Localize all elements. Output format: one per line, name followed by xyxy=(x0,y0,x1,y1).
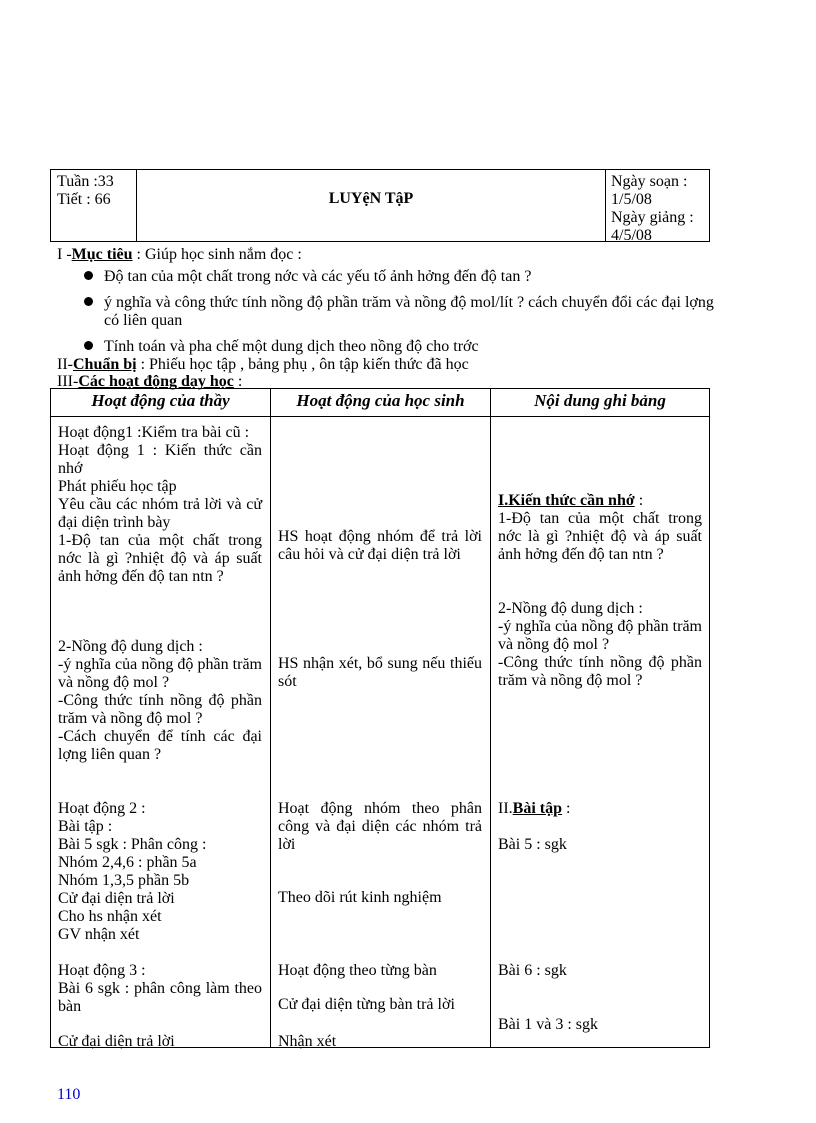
student-column xyxy=(271,389,491,1050)
teacher-line: Hoạt động 2 : xyxy=(58,800,146,817)
board-section-1-colon: : xyxy=(634,492,644,509)
objective-item: ý nghĩa và công thức tính nồng độ phần trăm và nồng độ mol/lít ? cách chuyển đổi các đại lợng có liên quan xyxy=(104,294,714,329)
activities-title: Các hoạt động dạy học xyxy=(78,373,234,390)
board-line: 1-Độ tan của một chất trong nớc là gì ?nhiệt độ và áp suất ảnh hởng đến độ tan ntn ? xyxy=(498,510,702,563)
activities-table xyxy=(50,388,710,1048)
objectives-heading xyxy=(57,246,302,264)
student-line: Hoạt động nhóm theo phân công và đại diện các nhóm trả lời xyxy=(278,800,482,853)
board-line: Bài 1 và 3 : sgk xyxy=(498,1016,598,1033)
board-line: -Công thức tính nồng độ phần trăm và nồng độ mol ? xyxy=(498,654,702,689)
bullet-icon xyxy=(82,294,96,308)
board-section-2-heading xyxy=(498,800,702,818)
teacher-line: Hoạt động 1 : Kiến thức cần nhớ xyxy=(58,442,262,477)
teacher-line: Cho hs nhận xét xyxy=(58,908,162,925)
teacher-line: GV nhận xét xyxy=(58,926,140,943)
board-section-1-heading xyxy=(498,492,702,510)
teacher-line: Cử đại diện trả lời xyxy=(58,1033,175,1050)
board-line: Bài 6 : sgk xyxy=(498,962,567,979)
preparation-prefix: II- xyxy=(57,356,73,373)
board-section-2-colon: : xyxy=(562,800,571,817)
board-line: -ý nghĩa của nồng độ phần trăm và nồng độ mol ? xyxy=(498,618,702,653)
teacher-line: Hoạt động 3 : xyxy=(58,962,146,979)
teacher-line: 1-Độ tan của một chất trong nớc là gì ?nhiệt độ và áp suất ảnh hởng đến độ tan ntn ? xyxy=(58,532,262,585)
board-section-1 xyxy=(498,492,702,564)
student-line: Cử đại diện từng bàn trả lời xyxy=(278,996,455,1013)
objectives-intro: : Giúp học sinh nắm đọc : xyxy=(132,246,302,263)
teacher-block-1 xyxy=(58,424,262,586)
teacher-line: Yêu cầu các nhóm trả lời và cử đại diện trình bày xyxy=(58,496,262,531)
board-section-1-title: I.Kiến thức cần nhớ xyxy=(498,492,635,509)
teacher-line: Hoạt động1 :Kiểm tra bài cũ : xyxy=(58,424,250,441)
board-section-2-title-line xyxy=(498,800,702,818)
teacher-column-header: Hoạt động của thầy xyxy=(91,391,230,410)
student-column-header: Hoạt động của học sinh xyxy=(296,391,465,410)
preparation-title: Chuẩn bị xyxy=(72,356,137,373)
objective-item: Độ tan của một chất trong nớc và các yếu tố ảnh hởng đến độ tan ? xyxy=(104,268,532,285)
student-line: Hoạt động theo từng bàn xyxy=(278,962,437,979)
teach-date: 4/5/08 xyxy=(611,227,652,244)
teacher-block-5 xyxy=(58,1033,262,1051)
board-column-header: Nội dung ghi bảng xyxy=(534,391,666,410)
teach-date-label: Ngày giảng : xyxy=(611,209,694,226)
lesson-label: Tiết : 66 xyxy=(57,191,111,208)
preparation-line xyxy=(57,356,469,374)
header-left-cell xyxy=(51,170,137,241)
teacher-line: Nhóm 1,3,5 phần 5b xyxy=(58,872,190,889)
header-right-cell xyxy=(606,170,711,244)
objectives-prefix: I - xyxy=(57,246,72,263)
header-table xyxy=(50,169,710,242)
teacher-block-3 xyxy=(58,800,262,944)
board-section-2-prefix: II. xyxy=(498,800,513,817)
student-line: Nhận xét xyxy=(278,1033,337,1050)
board-line: 2-Nồng độ dung dịch : xyxy=(498,600,643,617)
board-section-2-title: Bài tập xyxy=(512,800,562,817)
preparation-text: : Phiếu học tập , bảng phụ , ôn tập kiến thức đã học xyxy=(136,356,469,373)
student-line: HS nhận xét, bổ sung nếu thiếu sót xyxy=(278,655,482,690)
teacher-line: Bài 6 sgk : phân công làm theo bàn xyxy=(58,980,262,1015)
board-section-1b xyxy=(498,600,702,690)
board-line: Bài 5 : sgk xyxy=(498,836,567,853)
teacher-line: 2-Nồng độ dung dịch : xyxy=(58,638,203,655)
teacher-line: Phát phiếu học tập xyxy=(58,478,177,495)
teacher-line: Bài 5 sgk : Phân công : xyxy=(58,836,207,853)
teacher-line: Nhóm 2,4,6 : phần 5a xyxy=(58,854,197,871)
bullet-icon xyxy=(82,338,96,352)
teacher-line: -ý nghĩa của nồng độ phần trăm và nồng độ mol ? xyxy=(58,656,262,691)
teacher-line: Bài tập : xyxy=(58,818,113,835)
week-label: Tuần :33 xyxy=(57,173,114,190)
teacher-block-4 xyxy=(58,962,262,1016)
teacher-line: Cử đại diện trả lời xyxy=(58,890,175,907)
lesson-title: LUYệN TậP xyxy=(137,170,606,241)
teacher-block-2 xyxy=(58,638,262,764)
activities-prefix: III- xyxy=(57,373,79,390)
objectives-title: Mục tiêu xyxy=(71,246,133,263)
student-line: HS hoạt động nhóm để trả lời câu hỏi và cử đại diện trả lời xyxy=(278,528,482,563)
prep-date: 1/5/08 xyxy=(611,191,652,208)
teacher-column xyxy=(51,389,271,1050)
page-number: 110 xyxy=(57,1086,81,1103)
objective-item: Tính toán và pha chế một dung dịch theo nồng độ cho trớc xyxy=(104,338,479,355)
board-column xyxy=(491,389,709,1047)
prep-date-label: Ngày soạn : xyxy=(611,173,688,190)
teacher-line: -Công thức tính nồng độ phần trăm và nồng độ mol ? xyxy=(58,692,262,727)
student-line: Theo dõi rút kinh nghiệm xyxy=(278,889,442,906)
activities-text: : xyxy=(233,373,243,390)
teacher-line: -Cách chuyển để tính các đại lợng liên quan ? xyxy=(58,728,262,763)
bullet-icon xyxy=(82,268,96,282)
